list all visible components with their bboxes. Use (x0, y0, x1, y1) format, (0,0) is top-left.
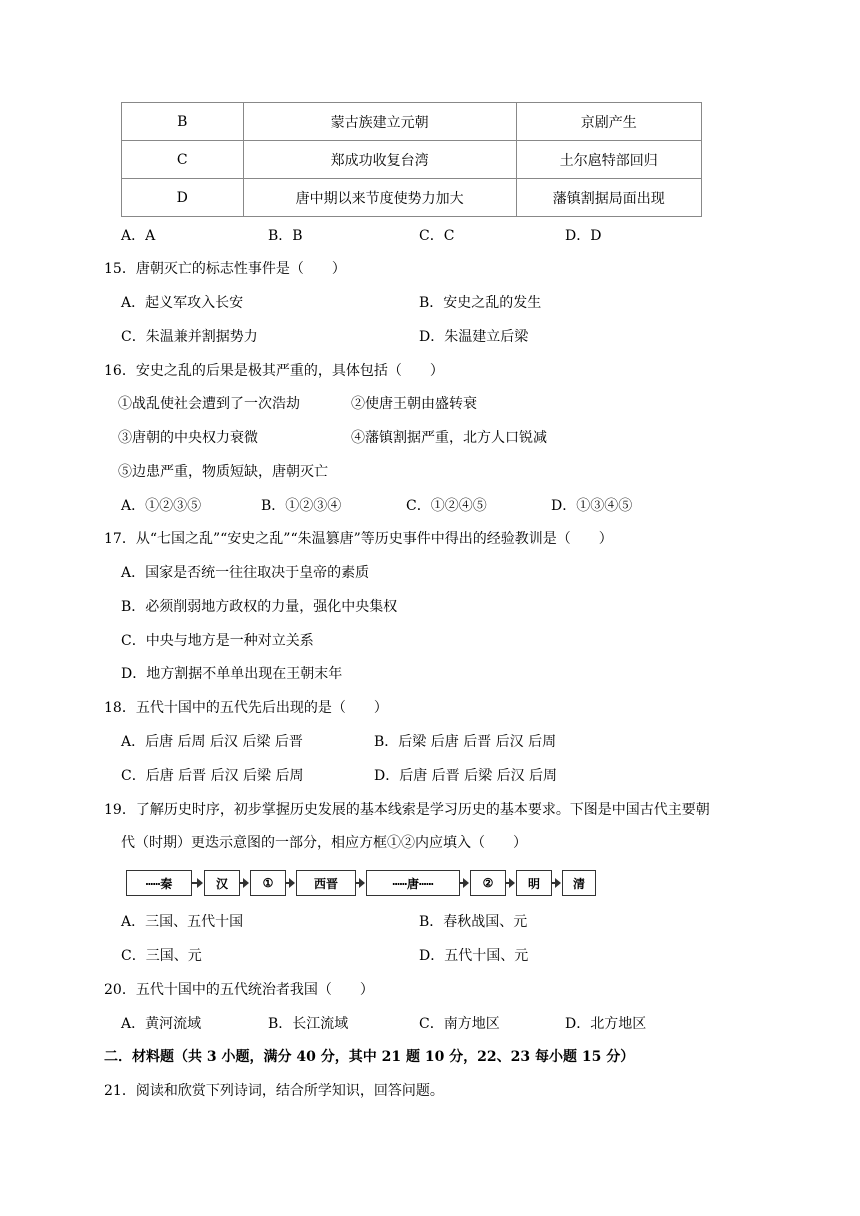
q20-option-b: B．长江流域 (268, 1016, 349, 1032)
q18-option-d: D．后唐 后晋 后梁 后汉 后周 (374, 768, 558, 784)
q19-option-c: C．三国、元 (121, 948, 202, 964)
q19-stem-line2: 代（时期）更迭示意图的一部分，相应方框①②内应填入（ ） (121, 835, 527, 851)
timeline-box: ① (250, 870, 286, 896)
timeline-box: 西晋 (296, 870, 356, 896)
q15-stem: 15．唐朝灭亡的标志性事件是（ ） (104, 261, 346, 277)
q17-option-b: B．必须削弱地方政权的力量，强化中央集权 (121, 599, 398, 615)
q16-statement-1: ①战乱使社会遭到了一次浩劫 (118, 396, 300, 412)
timeline-arrow (240, 882, 248, 884)
q17-stem: 17．从“七国之乱”“安史之乱”“朱温篡唐”等历史事件中得出的经验教训是（ ） (104, 531, 613, 547)
q15-option-d: D．朱温建立后梁 (419, 329, 529, 345)
q16-statement-3: ③唐朝的中央权力衰微 (118, 430, 258, 446)
q19-stem-line1: 19．了解历史时序，初步掌握历史发展的基本线索是学习历史的基本要求。下图是中国古代主要朝 (104, 802, 710, 818)
timeline-arrow (192, 882, 202, 884)
q16-statement-5: ⑤边患严重，物质短缺，唐朝灭亡 (118, 464, 328, 480)
q19-option-b: B．春秋战国、元 (419, 914, 528, 930)
timeline-arrow (552, 882, 560, 884)
table-row (122, 179, 702, 217)
dynasty-timeline (126, 870, 596, 898)
q16-statement-4: ④藩镇割据严重，北方人口锐减 (351, 430, 547, 446)
table-cell: 蒙古族建立元朝 (243, 103, 516, 141)
q17-option-c: C．中央与地方是一种对立关系 (121, 633, 314, 649)
q20-option-c: C．南方地区 (419, 1016, 500, 1032)
q16-stem: 16．安史之乱的后果是极其严重的，具体包括（ ） (104, 363, 444, 379)
q17-option-a: A．国家是否统一往往取决于皇帝的素质 (121, 565, 370, 581)
section-heading: 二．材料题（共 3 小题，满分 40 分，其中 21 题 10 分，22、23 每小题 15 分） (104, 1049, 635, 1065)
timeline-box: ② (470, 870, 506, 896)
table-cell: 京剧产生 (516, 103, 701, 141)
q16-option-a: A．①②③⑤ (121, 498, 202, 514)
q14-option-b: B．B (268, 228, 303, 244)
timeline-arrow (356, 882, 364, 884)
timeline-box: ┅┅秦 (126, 870, 192, 896)
table-cell: C (122, 141, 244, 179)
timeline-box: 汉 (204, 870, 240, 896)
q16-option-d: D．①③④⑤ (551, 498, 633, 514)
timeline-arrow (286, 882, 294, 884)
options-table (121, 102, 702, 217)
table-cell: 土尔扈特部回归 (516, 141, 701, 179)
timeline-box: 清 (562, 870, 596, 896)
q14-option-a: A．A (121, 228, 156, 244)
q16-option-b: B．①②③④ (261, 498, 342, 514)
table-row (122, 141, 702, 179)
table-cell: D (122, 179, 244, 217)
q21-stem: 21．阅读和欣赏下列诗词，结合所学知识，回答问题。 (104, 1083, 444, 1099)
q15-option-a: A．起义军攻入长安 (121, 295, 244, 311)
q19-option-a: A．三国、五代十国 (121, 914, 244, 930)
timeline-box: ┅┅唐┅┅ (366, 870, 460, 896)
q15-option-c: C．朱温兼并割据势力 (121, 329, 258, 345)
table-cell: 郑成功收复台湾 (243, 141, 516, 179)
table-cell: 唐中期以来节度使势力加大 (243, 179, 516, 217)
q20-option-a: A．黄河流域 (121, 1016, 202, 1032)
q18-option-c: C．后唐 后晋 后汉 后梁 后周 (121, 768, 304, 784)
timeline-arrow (506, 882, 514, 884)
q14-option-c: C．C (419, 228, 455, 244)
q17-option-d: D．地方割据不单单出现在王朝末年 (121, 666, 343, 682)
q18-stem: 18．五代十国中的五代先后出现的是（ ） (104, 700, 388, 716)
q14-option-d: D．D (565, 228, 602, 244)
q16-option-c: C．①②④⑤ (406, 498, 487, 514)
q15-option-b: B．安史之乱的发生 (419, 295, 542, 311)
q18-option-b: B．后梁 后唐 后晋 后汉 后周 (374, 734, 557, 750)
q16-statement-2: ②使唐王朝由盛转衰 (351, 396, 477, 412)
table-cell: B (122, 103, 244, 141)
timeline-arrow (460, 882, 468, 884)
q20-stem: 20．五代十国中的五代统治者我国（ ） (104, 982, 374, 998)
q20-option-d: D．北方地区 (565, 1016, 647, 1032)
timeline-box: 明 (516, 870, 552, 896)
q19-option-d: D．五代十国、元 (419, 948, 529, 964)
table-row (122, 103, 702, 141)
q18-option-a: A．后唐 后周 后汉 后梁 后晋 (121, 734, 303, 750)
table-cell: 藩镇割据局面出现 (516, 179, 701, 217)
